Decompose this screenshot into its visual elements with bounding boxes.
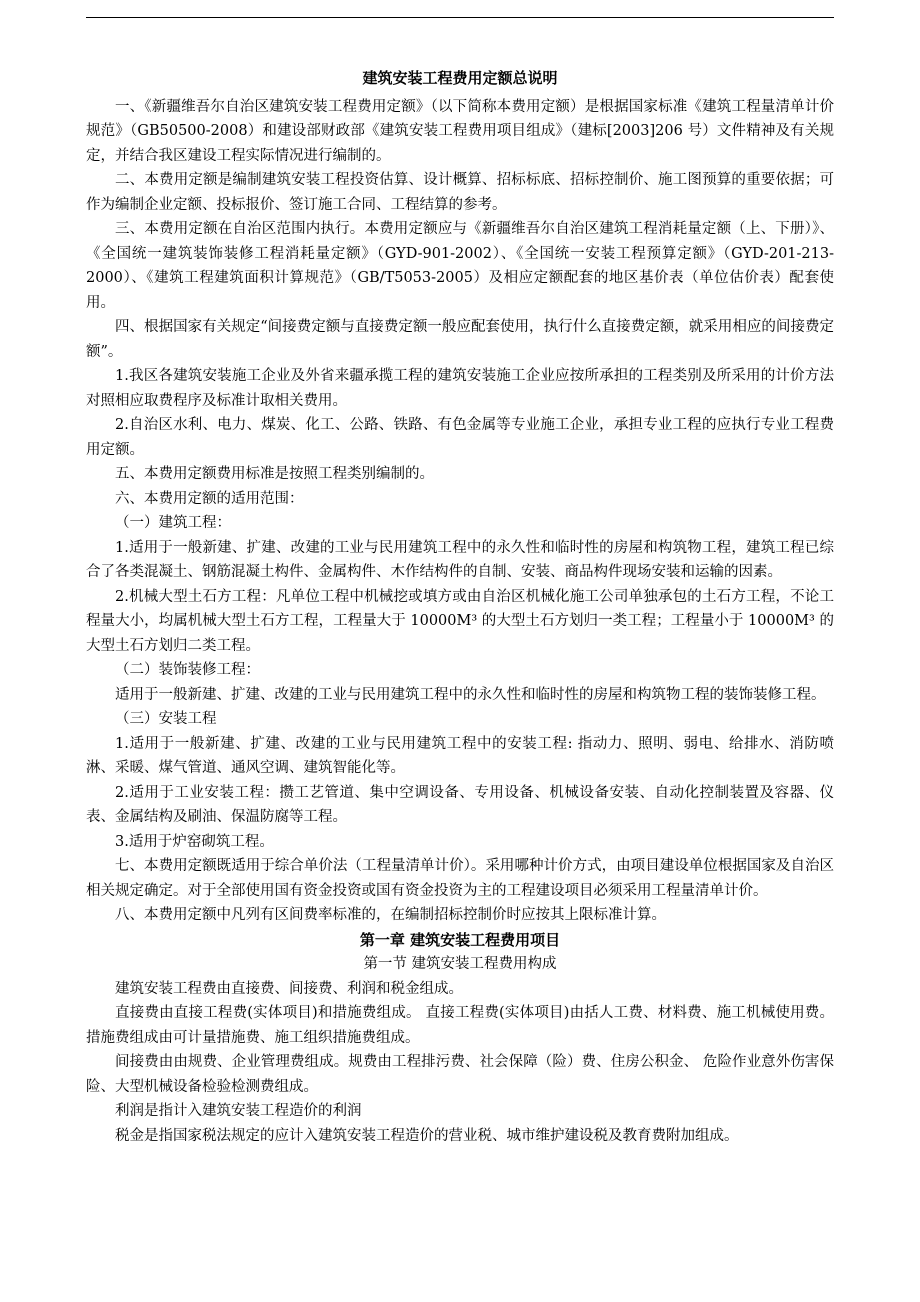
paragraph: 1.适用于一般新建、扩建、改建的工业与民用建筑工程中的永久性和临时性的房屋和构筑物工程，建筑工程已综合了各类混凝土、钢筋混凝土构件、金属构件、木作结构件的自制、安装、商品构件现场安装和运输的因素。 [86, 539, 834, 580]
paragraph: 适用于一般新建、扩建、改建的工业与民用建筑工程中的永久性和临时性的房屋和构筑物工程的装饰装修工程。 [115, 686, 826, 703]
paragraph: 1.适用于一般新建、扩建、改建的工业与民用建筑工程中的安装工程: 指动力、照明、弱电、给排水、消防喷淋、采暖、煤气管道、通风空调、建筑智能化等。 [86, 735, 834, 776]
paragraph: 四、根据国家有关规定“间接费定额与直接费定额一般应配套使用，执行什么直接费定额，就采用相应的间接费定额”。 [86, 319, 834, 360]
paragraph: 八、本费用定额中凡列有区间费率标准的，在编制招标控制价时应按其上限标准计算。 [115, 907, 666, 923]
paragraph: 一、《新疆维吾尔自治区建筑安装工程费用定额》（以下简称本费用定额）是根据国家标准《建筑工程量清单计价规范》（GB50500-2008）和建设部财政部《建筑安装工程费用项目组成》（建标[2003]206 号）文件精神及有关规定，并结合我区建设工程实际情况进行编制的。 [86, 98, 834, 164]
paragraph: 1.我区各建筑安装施工企业及外省来疆承揽工程的建筑安装施工企业应按所承担的工程类别及所采用的计价方法对照相应取费程序及标准计取相关费用。 [86, 368, 834, 409]
paragraph: 五、本费用定额费用标准是按照工程类别编制的。 [115, 466, 434, 482]
paragraph: 2.机械大型土石方工程：凡单位工程中机械挖或填方或由自治区机械化施工公司单独承包的土石方工程，不论工程量大小，均属机械大型土石方工程，工程量大于 10000M³ 的大型土石方划归一类工程；工程量小于 10000M³ 的大型土石方划归二类工程。 [86, 588, 834, 654]
paragraph: 3.适用于炉窑砌筑工程。 [115, 833, 274, 850]
paragraph: 三、本费用定额在自治区范围内执行。本费用定额应与《新疆维吾尔自治区建筑工程消耗量定额（上、下册）》、《全国统一建筑装饰装修工程消耗量定额》（GYD-901-2002）、《全国统一安装工程预算定额》（GYD-201-213-2000）、《建筑工程建筑面积计算规范》（GB/T5053-2005）及相应定额配套的地区基价表（单位估价表）配套使用。 [86, 221, 834, 311]
paragraph: 2.自治区水利、电力、煤炭、化工、公路、铁路、有色金属等专业施工企业，承担专业工程的应执行专业工程费用定额。 [86, 417, 834, 458]
paragraph: 2.适用于工业安装工程：攒工艺管道、集中空调设备、专用设备、机械设备安装、自动化控制装置及容器、仪表、金属结构及刷油、保温防腐等工程。 [86, 784, 834, 825]
document-body [86, 66, 834, 1148]
paragraph: （三）安装工程 [115, 711, 217, 727]
paragraph: （一）建筑工程： [115, 515, 231, 531]
chapter-title: 第一章 建筑安装工程费用项目 [359, 930, 561, 949]
paragraph: 间接费由由规费、企业管理费组成。规费由工程排污费、社会保障（险）费、住房公积金、 危险作业意外伤害保险、大型机械设备检验检测费组成。 [86, 1054, 834, 1095]
paragraph: （二）装饰装修工程： [115, 662, 260, 678]
paragraph: 六、本费用定额的适用范围： [115, 490, 304, 507]
paragraph: 二、本费用定额是编制建筑安装工程投资估算、设计概算、招标标底、招标控制价、施工图预算的重要依据；可作为编制企业定额、投标报价、签订施工合同、工程结算的参考。 [86, 172, 834, 213]
header-rule [86, 17, 834, 18]
document-title: 建筑安装工程费用定额总说明 [362, 69, 558, 87]
paragraph: 直接费由直接工程费(实体项目)和措施费组成。 直接工程费(实体项目)由括人工费、材料费、施工机械使用费。 措施费组成由可计量措施费、施工组织措施费组成。 [86, 1005, 834, 1046]
section-title: 第一节 建筑安装工程费用构成 [363, 956, 557, 972]
paragraph: 利润是指计入建筑安装工程造价的利润 [115, 1103, 362, 1119]
paragraph: 税金是指国家税法规定的应计入建筑安装工程造价的营业税、城市维护建设税及教育费附加组成。 [115, 1127, 739, 1144]
paragraph: 七、本费用定额既适用于综合单价法（工程量清单计价）。采用哪种计价方式，由项目建设单位根据国家及自治区相关规定确定。对于全部使用国有资金投资或国有资金投资为主的工程建设项目必须采用工程量清单计价。 [86, 858, 834, 899]
paragraph: 建筑安装工程费由直接费、间接费、利润和税金组成。 [115, 980, 463, 997]
